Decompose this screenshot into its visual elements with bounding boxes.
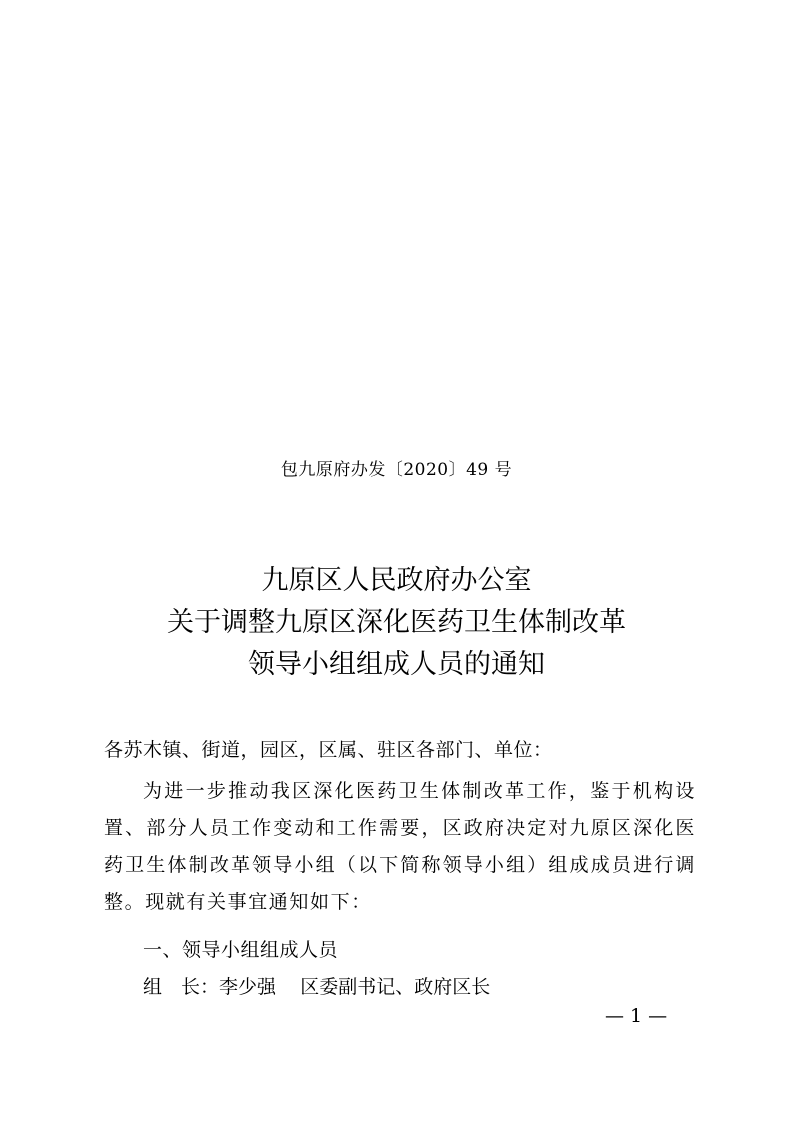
page-number: — 1 — [605, 1005, 668, 1027]
member-line [143, 972, 490, 999]
member-role: 组 长： [143, 976, 220, 998]
document-title [0, 560, 793, 686]
salutation: 各苏木镇、街道，园区，区属、驻区各部门、单位： [104, 739, 553, 761]
title-line-3: 领导小组组成人员的通知 [248, 649, 545, 680]
member-position: 区委副书记、政府区长 [300, 976, 491, 998]
section-heading: 一、领导小组组成人员 [143, 939, 339, 961]
member-name: 李少强 [219, 976, 277, 998]
title-line-2: 关于调整九原区深化医药卫生体制改革 [167, 607, 626, 638]
document-number: 包九原府办发〔2020〕49 号 [280, 460, 513, 480]
body-paragraph: 为进一步推动我区深化医药卫生体制改革工作，鉴于机构设置、部分人员工作变动和工作需要，区政府决定对九原区深化医药卫生体制改革领导小组（以下简称领导小组）组成成员进行调整。现就有关事宜通知如下： [104, 780, 696, 913]
title-line-1: 九原区人民政府办公室 [261, 565, 532, 596]
